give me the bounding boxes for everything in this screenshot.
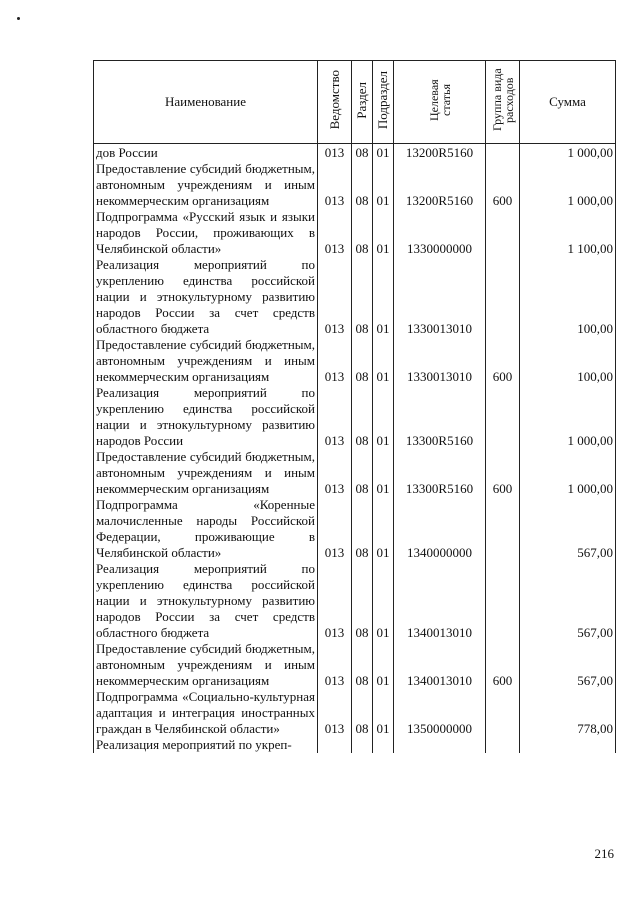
row-vedomstvo: 013 [318,144,352,162]
row-vedomstvo [318,737,352,753]
table-row [94,337,616,385]
row-celevaya: 1350000000 [394,689,486,737]
row-podrazdel: 01 [373,161,394,209]
row-name: Реализация мероприятий по укреплению единства российской нации и этнокультурному развитию народов России за счет средств областного бюджета [94,561,318,641]
header-razdel-label: Раздел [354,81,369,119]
row-podrazdel: 01 [373,209,394,257]
row-name: Подпрограмма «Русский язык и языки народов России, проживающих в Челябинской области» [94,209,318,257]
row-celevaya: 1330013010 [394,337,486,385]
row-vedomstvo: 013 [318,385,352,449]
table-row [94,561,616,641]
row-celevaya: 1330013010 [394,257,486,337]
header-podrazdel [373,61,394,144]
row-celevaya [394,737,486,753]
row-gruppa [486,257,520,337]
row-podrazdel [373,737,394,753]
row-podrazdel: 01 [373,689,394,737]
row-name: Подпрограмма «Коренные малочисленные народы Российской Федерации, проживающие в Челябинской области» [94,497,318,561]
row-summa: 1 000,00 [520,449,616,497]
row-summa: 778,00 [520,689,616,737]
row-gruppa [486,144,520,162]
scan-dot [17,17,20,20]
row-name: Реализация мероприятий по укреплению единства российской нации и этнокультурному развитию народов России [94,385,318,449]
table-row [94,449,616,497]
row-gruppa [486,689,520,737]
table-row [94,497,616,561]
table-row [94,161,616,209]
row-razdel: 08 [352,209,373,257]
budget-table [93,60,616,753]
row-celevaya: 13200R5160 [394,161,486,209]
row-name: Предоставление субсидий бюджетным, автономным учреждениям и иным некоммерческим организациям [94,641,318,689]
row-name: Предоставление субсидий бюджетным, автономным учреждениям и иным некоммерческим организациям [94,449,318,497]
row-podrazdel: 01 [373,385,394,449]
row-celevaya: 13300R5160 [394,449,486,497]
row-vedomstvo: 013 [318,449,352,497]
table-body [94,144,616,754]
row-vedomstvo: 013 [318,689,352,737]
header-summa-label: Сумма [549,94,586,109]
row-razdel: 08 [352,161,373,209]
row-name: Подпрограмма «Социально-культурная адаптация и интеграция иностранных граждан в Челябинской области» [94,689,318,737]
row-podrazdel: 01 [373,641,394,689]
row-summa: 567,00 [520,561,616,641]
row-vedomstvo: 013 [318,337,352,385]
header-gruppa [486,61,520,144]
row-vedomstvo: 013 [318,641,352,689]
row-name: Предоставление субсидий бюджетным, автономным учреждениям и иным некоммерческим организациям [94,161,318,209]
row-vedomstvo: 013 [318,209,352,257]
header-vedomstvo-label: Ведомство [326,70,342,130]
row-gruppa [486,561,520,641]
header-celevaya [394,61,486,144]
row-podrazdel: 01 [373,337,394,385]
row-razdel: 08 [352,337,373,385]
row-podrazdel: 01 [373,144,394,162]
page-number: 216 [594,846,614,861]
row-razdel: 08 [352,641,373,689]
row-gruppa [486,385,520,449]
row-summa: 100,00 [520,337,616,385]
row-podrazdel: 01 [373,561,394,641]
row-celevaya: 1330000000 [394,209,486,257]
row-summa: 100,00 [520,257,616,337]
row-celevaya: 1340013010 [394,561,486,641]
row-summa: 1 000,00 [520,385,616,449]
row-gruppa: 600 [486,641,520,689]
table-row [94,385,616,449]
row-podrazdel: 01 [373,497,394,561]
row-summa [520,737,616,753]
header-summa [520,61,616,144]
row-celevaya: 1340000000 [394,497,486,561]
row-summa: 1 100,00 [520,209,616,257]
row-podrazdel: 01 [373,257,394,337]
row-vedomstvo: 013 [318,161,352,209]
row-gruppa: 600 [486,161,520,209]
header-gruppa-label: Группа вида расходов [489,68,516,132]
row-gruppa: 600 [486,337,520,385]
row-vedomstvo: 013 [318,561,352,641]
row-name: дов России [94,144,318,162]
table-row [94,689,616,737]
header-podrazdel-label: Подраздел [375,70,390,130]
row-summa: 1 000,00 [520,161,616,209]
header-celevaya-label: Целевая статья [426,79,453,121]
row-gruppa [486,497,520,561]
row-summa: 1 000,00 [520,144,616,162]
table-row [94,144,616,162]
table-row [94,209,616,257]
row-gruppa [486,209,520,257]
row-celevaya: 13300R5160 [394,385,486,449]
row-gruppa [486,737,520,753]
row-celevaya: 1340013010 [394,641,486,689]
row-summa: 567,00 [520,641,616,689]
row-razdel: 08 [352,257,373,337]
row-podrazdel: 01 [373,449,394,497]
row-name: Реализация мероприятий по укреп- [94,737,318,753]
row-summa: 567,00 [520,497,616,561]
row-razdel: 08 [352,385,373,449]
table-row [94,257,616,337]
row-razdel: 08 [352,144,373,162]
header-name-label: Наименование [165,94,246,109]
header-razdel [352,61,373,144]
header-name [94,61,318,144]
row-vedomstvo: 013 [318,257,352,337]
row-name: Предоставление субсидий бюджетным, автономным учреждениям и иным некоммерческим организациям [94,337,318,385]
table-row [94,737,616,753]
row-celevaya: 13200R5160 [394,144,486,162]
row-vedomstvo: 013 [318,497,352,561]
row-razdel: 08 [352,497,373,561]
row-razdel: 08 [352,561,373,641]
row-name: Реализация мероприятий по укреплению единства российской нации и этнокультурному развитию народов России за счет средств областного бюджета [94,257,318,337]
row-razdel [352,737,373,753]
header-vedomstvo [318,61,352,144]
row-razdel: 08 [352,689,373,737]
row-razdel: 08 [352,449,373,497]
row-gruppa: 600 [486,449,520,497]
table-row [94,641,616,689]
header-row [94,61,616,144]
